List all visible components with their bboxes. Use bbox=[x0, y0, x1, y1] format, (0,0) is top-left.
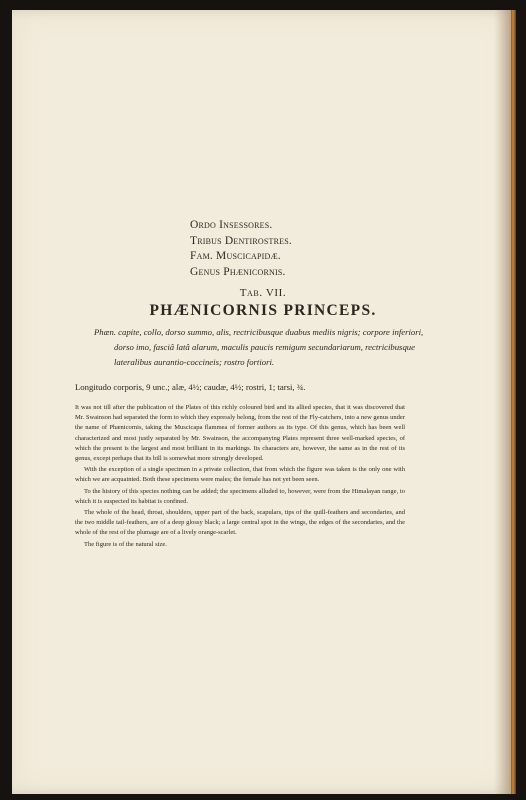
book-page bbox=[12, 10, 512, 794]
body-paragraph: The whole of the head, throat, shoulders, upper part of the back, scapulars, tips of the quill-feathers and secondaries, and the two middle tail-feathers, are of a deep glossy black; a large central spot in the wings, the edges of the secondaries, and the whole of the rest of the plumage are of a lively orange-scarlet. bbox=[75, 509, 405, 537]
body-paragraph: With the exception of a single specimen in a private collection, that from which the figure was taken is the only one with which we are acquainted. Both these specimens were males; the female has not yet been seen. bbox=[75, 466, 405, 484]
body-paragraph: It was not till after the publication of the Plates of this richly coloured bird and its allied species, that it was discovered that Mr. Swainson had separated the form to which they expressly belong, from the rest of the Fly-catchers, into a new genus under the name of Phænicornis, taking the Muscicapa flammea of former authors as its type. Of this genus, which has been well characterized and most justly separated by Mr. Swainson, the accompanying Plates represent three well-marked species, of which the present is the largest and most brilliant in its markings. Its characters are, however, the same as in the rest of its genus, except perhaps that its bill is somewhat more strongly developed. bbox=[75, 404, 405, 463]
page-gutter-shadow bbox=[494, 10, 512, 794]
genus-line: Genus Phænicornis. bbox=[190, 265, 286, 278]
measurements-line: Longitudo corporis, 9 unc.; alæ, 4½; caudæ, 4½; rostri, 1; tarsi, ¾. bbox=[75, 382, 306, 392]
plate-label: Tab. VII. bbox=[239, 287, 287, 299]
taxonomy-block bbox=[190, 218, 292, 280]
body-text bbox=[75, 403, 405, 551]
tribus-line: Tribus Dentirostres. bbox=[190, 234, 292, 247]
latin-description: Phæn. capite, collo, dorso summo, alis, rectricibusque duabus mediis nigris; corpore inferiori, dorso imo, fasciâ latâ alarum, maculis paucis remigum secundariarum, rectricibusque lateralibus aurantio-coccineis; rostro fortiori. bbox=[94, 327, 424, 367]
body-paragraph: The figure is of the natural size. bbox=[84, 540, 167, 548]
gilt-page-edge bbox=[511, 10, 516, 794]
body-paragraph: To the history of this species nothing can be added; the specimens alluded to, however, were from the Himalayan range, to which it is suspected its habitat is confined. bbox=[75, 487, 405, 505]
ordo-line: Ordo Insessores. bbox=[190, 219, 273, 231]
family-line: Fam. Muscicapidæ. bbox=[190, 250, 281, 262]
species-title: PHÆNICORNIS PRINCEPS. bbox=[149, 302, 377, 319]
